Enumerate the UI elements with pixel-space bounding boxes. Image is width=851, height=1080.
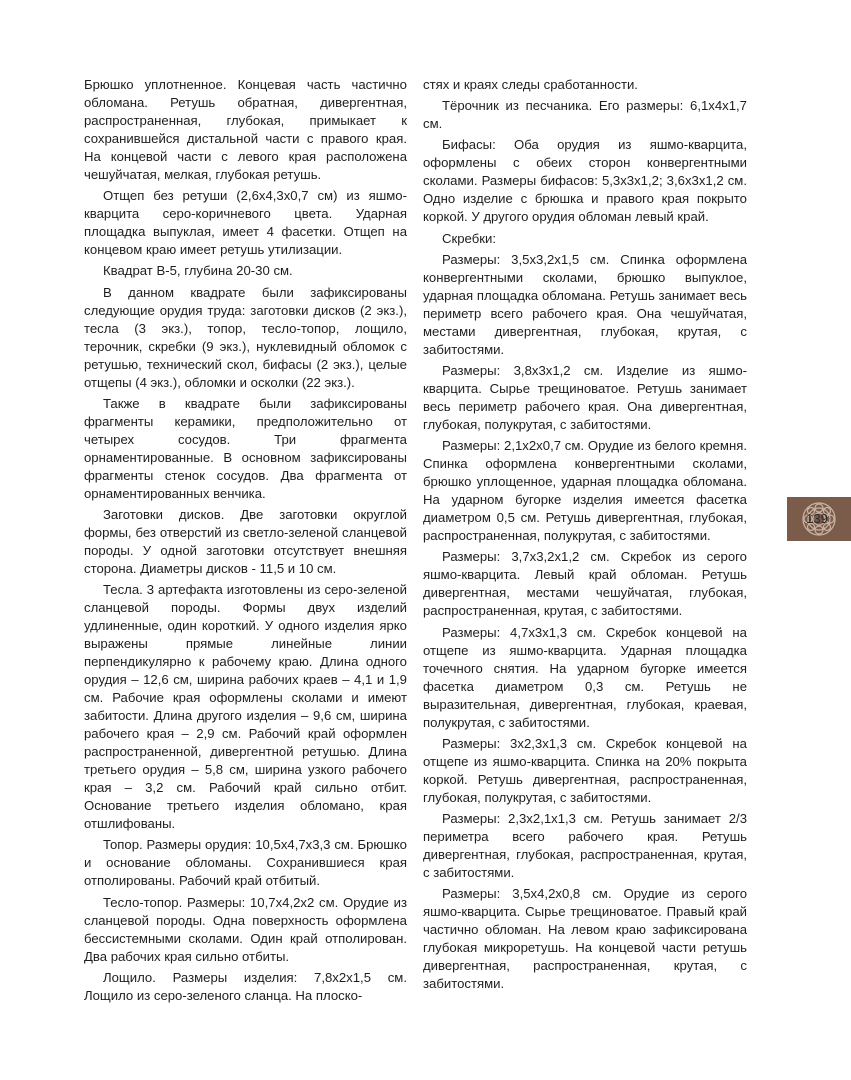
right-text-column [423, 76, 747, 996]
page-number: 139 [806, 511, 828, 526]
paragraph: Скребки: [442, 230, 496, 246]
paragraph: Размеры: 2,3х2,1х1,3 см. Ретушь занимает 2/3 периметра всего рабочего края. Ретушь дивергентная, глубокая, распространенная, крутая, с забитостями. [423, 810, 747, 880]
paragraph: Размеры: 2,1х2х0,7 см. Орудие из белого кремня. Спинка оформлена конвергентными сколами, брюшко уплощенное, ударная площадка обломана. На ударном бугорке изделия имеется фасетка диаметром 0,5 см. Ретушь дивергентная, глубокая, распространенная, полукрутая, с забитостями. [423, 438, 747, 544]
paragraph: Бифасы: Оба орудия из яшмо-кварцита, оформлены с обеих сторон конвергентными сколами. Размеры бифасов: 5,3х3х1,2; 3,6х3х1,2 см. Одно изделие с брюшка и правого края покрыто коркой. У другого орудия обломан левый край. [423, 137, 747, 225]
paragraph: Квадрат В-5, глубина 20-30 см. [103, 263, 293, 279]
paragraph: Размеры: 3,8х3х1,2 см. Изделие из яшмо-кварцита. Сырье трещиноватое. Ретушь занимает весь периметр рабочего края. Она дивергентная, глубокая, полукрутая, с забитостями. [423, 362, 747, 432]
paragraph: Тесло-топор. Размеры: 10,7х4,2х2 см. Орудие из сланцевой породы. Одна поверхность оформлена бессистемными сколами. Один край отполирован. Два рабочих края сильно отбиты. [84, 894, 407, 964]
paragraph: В данном квадрате были зафиксированы следующие орудия труда: заготовки дисков (2 экз.), тесла (3 экз.), топор, тесло-топор, лощило, терочник, скребки (9 экз.), нуклевидный обломок с ретушью, технический скол, бифасы (2 экз.), целые отщепы (4 экз.), обломки и осколки (22 экз.). [84, 284, 407, 390]
paragraph: стях и краях следы сработанности. [423, 77, 638, 92]
paragraph: Размеры: 3х2,3х1,3 см. Скребок концевой на отщепе из яшмо-кварцита. Спинка на 20% покрыта коркой. Ретушь дивергентная, распространенная, глубокая, полукрутая, с забитостями. [423, 735, 747, 805]
paragraph: Размеры: 3,5х3,2х1,5 см. Спинка оформлена конвергентными сколами, брюшко выпуклое, ударная площадка обломана. Ретушь занимает весь периметр всего рабочего края. Она чешуйчатая, местами дивергентная, глубокая, крутая, с забитостями. [423, 251, 747, 357]
paragraph: Тесла. 3 артефакта изготовлены из серо-зеленой сланцевой породы. Формы двух изделий удлиненные, один короткий. У одного изделия ярко выражены прямые линейные линии перпендикулярно к рабочему краю. Длина одного орудия – 12,6 см, ширина рабочих краев – 4,1 и 1,9 см. Рабочие края оформлены сколами и имеют забитости. Длина другого изделия – 9,6 см, ширина рабочего края – 2,9 см. Рабочий край оформлен распространенной, дивергентной ретушью. Длина третьего орудия – 5,8 см, ширина узкого рабочего края – 3,2 см. Рабочий край сильно отбит. Основание третьего изделия обломано, края отшлифованы. [84, 582, 407, 832]
paragraph: Размеры: 3,5х4,2х0,8 см. Орудие из серого яшмо-кварцита. Сырье трещиноватое. Правый край частично обломан. На левом краю зафиксирована глубокая микроретушь. На концевой части ретушь дивергентная, распространенная, крутая, с забитостями. [423, 886, 747, 992]
paragraph: Тёрочник из песчаника. Его размеры: 6,1х4х1,7 см. [423, 98, 747, 132]
paragraph: Топор. Размеры орудия: 10,5х4,7х3,3 см. Брюшко и основание обломаны. Сохранившиеся края отполированы. Рабочий край отбитый. [84, 837, 407, 889]
paragraph: Лощило. Размеры изделия: 7,8х2х1,5 см. Лощило из серо-зеленого сланца. На плоско- [84, 969, 407, 1003]
paragraph: Брюшко уплотненное. Концевая часть частично обломана. Ретушь обратная, дивергентная, распространенная, глубокая, примыкает к сохранившейся дистальной части с правого края. На концевой части с левого края расположена чешуйчатая, мелкая, глубокая ретушь. [84, 77, 407, 182]
paragraph: Размеры: 3,7х3,2х1,2 см. Скребок из серого яшмо-кварцита. Левый край обломан. Ретушь дивергентная, местами чешуйчатая, глубокая, распространенная, крутая, с забитостями. [423, 549, 747, 619]
page-number-tab [787, 497, 851, 541]
left-text-column [84, 76, 407, 1008]
paragraph: Также в квадрате были зафиксированы фрагменты керамики, предположительно от четырех сосудов. Три фрагмента орнаментированные. В основном зафиксированы фрагменты стенок сосудов. Два фрагмента от орнаментированных венчика. [84, 395, 407, 501]
paragraph: Заготовки дисков. Две заготовки округлой формы, без отверстий из светло-зеленой сланцевой породы. У одной заготовки отсутствует внешняя сторона. Диаметры дисков - 11,5 и 10 см. [84, 506, 407, 576]
paragraph: Отщеп без ретуши (2,6х4,3х0,7 см) из яшмо-кварцита серо-коричневого цвета. Ударная площадка выпуклая, имеет 4 фасетки. Отщеп на концевом краю имеет ретушь утилизации. [84, 188, 407, 258]
paragraph: Размеры: 4,7х3х1,3 см. Скребок концевой на отщепе из яшмо-кварцита. Ударная площадка точечного снятия. На ударном бугорке имеется фасетка диаметром 0,3 см. Ретушь не выразительная, дивергентная, глубокая, краевая, полукрутая, с забитостями. [423, 624, 747, 730]
